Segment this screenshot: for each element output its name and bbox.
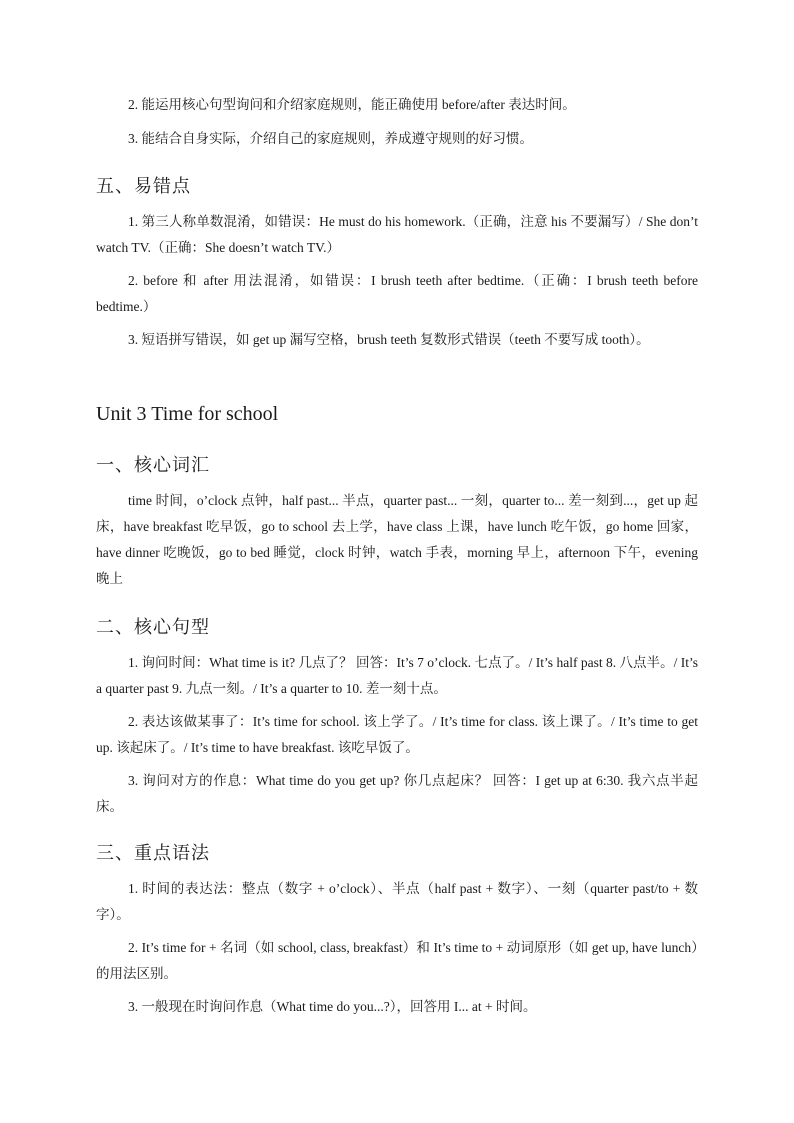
sentence-item-text: 3. 询问对方的作息：What time do you get up? 你几点起床？ 回答：I get up at 6:30. 我六点半起床。 bbox=[96, 773, 698, 814]
section5-item-1 bbox=[96, 209, 698, 261]
grammar-item-text: 1. 时间的表达法：整点（数字 + o’clock）、半点（half past + 数字）、一刻（quarter past/to + 数字）。 bbox=[96, 881, 698, 922]
grammar-item-text: 2. It’s time for + 名词（如 school, class, breakfast）和 It’s time to + 动词原形（如 get up, have lunch）的用法区别。 bbox=[96, 940, 698, 981]
objective-2 bbox=[96, 92, 698, 118]
grammar-item-1 bbox=[96, 876, 698, 928]
vocab-paragraph bbox=[96, 488, 698, 592]
vocab-text: time 时间，o’clock 点钟，half past... 半点，quarter past... 一刻，quarter to... 差一刻到...，get up 起床，have breakfast 吃早饭，go to school 去上学，have class 上课，have lunch 吃午饭，go home 回家，have dinner 吃晚饭，go to bed 睡觉，clock 时钟，watch 手表，morning 早上，afternoon 下午，evening 晚上 bbox=[96, 493, 698, 586]
section5-item-3 bbox=[96, 327, 698, 353]
unit-title: Unit 3 Time for school bbox=[96, 403, 279, 425]
sentences-heading-block bbox=[96, 615, 698, 641]
objective-3 bbox=[96, 126, 698, 152]
unit-title-block bbox=[96, 401, 698, 427]
error-item-text: 2. before 和 after 用法混淆，如错误：I brush teeth after bedtime.（正确：I brush teeth before bedtime.） bbox=[96, 273, 698, 314]
error-item-text: 1. 第三人称单数混淆，如错误：He must do his homework.（正确，注意 his 不要漏写）/ She don’t watch TV.（正确：She doesn’t watch TV.） bbox=[96, 214, 698, 255]
section-heading: 五、易错点 bbox=[96, 176, 191, 197]
section-heading: 一、核心词汇 bbox=[96, 455, 210, 476]
section5-heading bbox=[96, 174, 698, 200]
grammar-item-3 bbox=[96, 994, 698, 1020]
section-heading: 三、重点语法 bbox=[96, 843, 210, 864]
vocab-heading-block bbox=[96, 453, 698, 479]
sentence-item-2 bbox=[96, 709, 698, 761]
section-heading: 二、核心句型 bbox=[96, 617, 210, 638]
grammar-heading-block bbox=[96, 841, 698, 867]
sentence-item-text: 1. 询问时间：What time is it? 几点了？ 回答：It’s 7 o’clock. 七点了。/ It’s half past 8. 八点半。/ It’s a quarter past 9. 九点一刻。/ It’s a quarter to 10. 差一刻十点。 bbox=[96, 655, 698, 696]
objective-2-text: 2. 能运用核心句型询问和介绍家庭规则，能正确使用 before/after 表达时间。 bbox=[128, 97, 576, 112]
sentence-item-text: 2. 表达该做某事了：It’s time for school. 该上学了。/ It’s time for class. 该上课了。/ It’s time to get up. 该起床了。/ It’s time to have breakfast. 该吃早饭了。 bbox=[96, 714, 698, 755]
objective-3-text: 3. 能结合自身实际，介绍自己的家庭规则，养成遵守规则的好习惯。 bbox=[128, 131, 533, 146]
section5-item-2 bbox=[96, 268, 698, 320]
sentence-item-1 bbox=[96, 650, 698, 702]
grammar-item-2 bbox=[96, 935, 698, 987]
error-item-text: 3. 短语拼写错误，如 get up 漏写空格，brush teeth 复数形式错误（teeth 不要写成 tooth）。 bbox=[128, 332, 650, 347]
sentence-item-3 bbox=[96, 768, 698, 820]
grammar-item-text: 3. 一般现在时询问作息（What time do you...?），回答用 I... at + 时间。 bbox=[128, 999, 537, 1014]
